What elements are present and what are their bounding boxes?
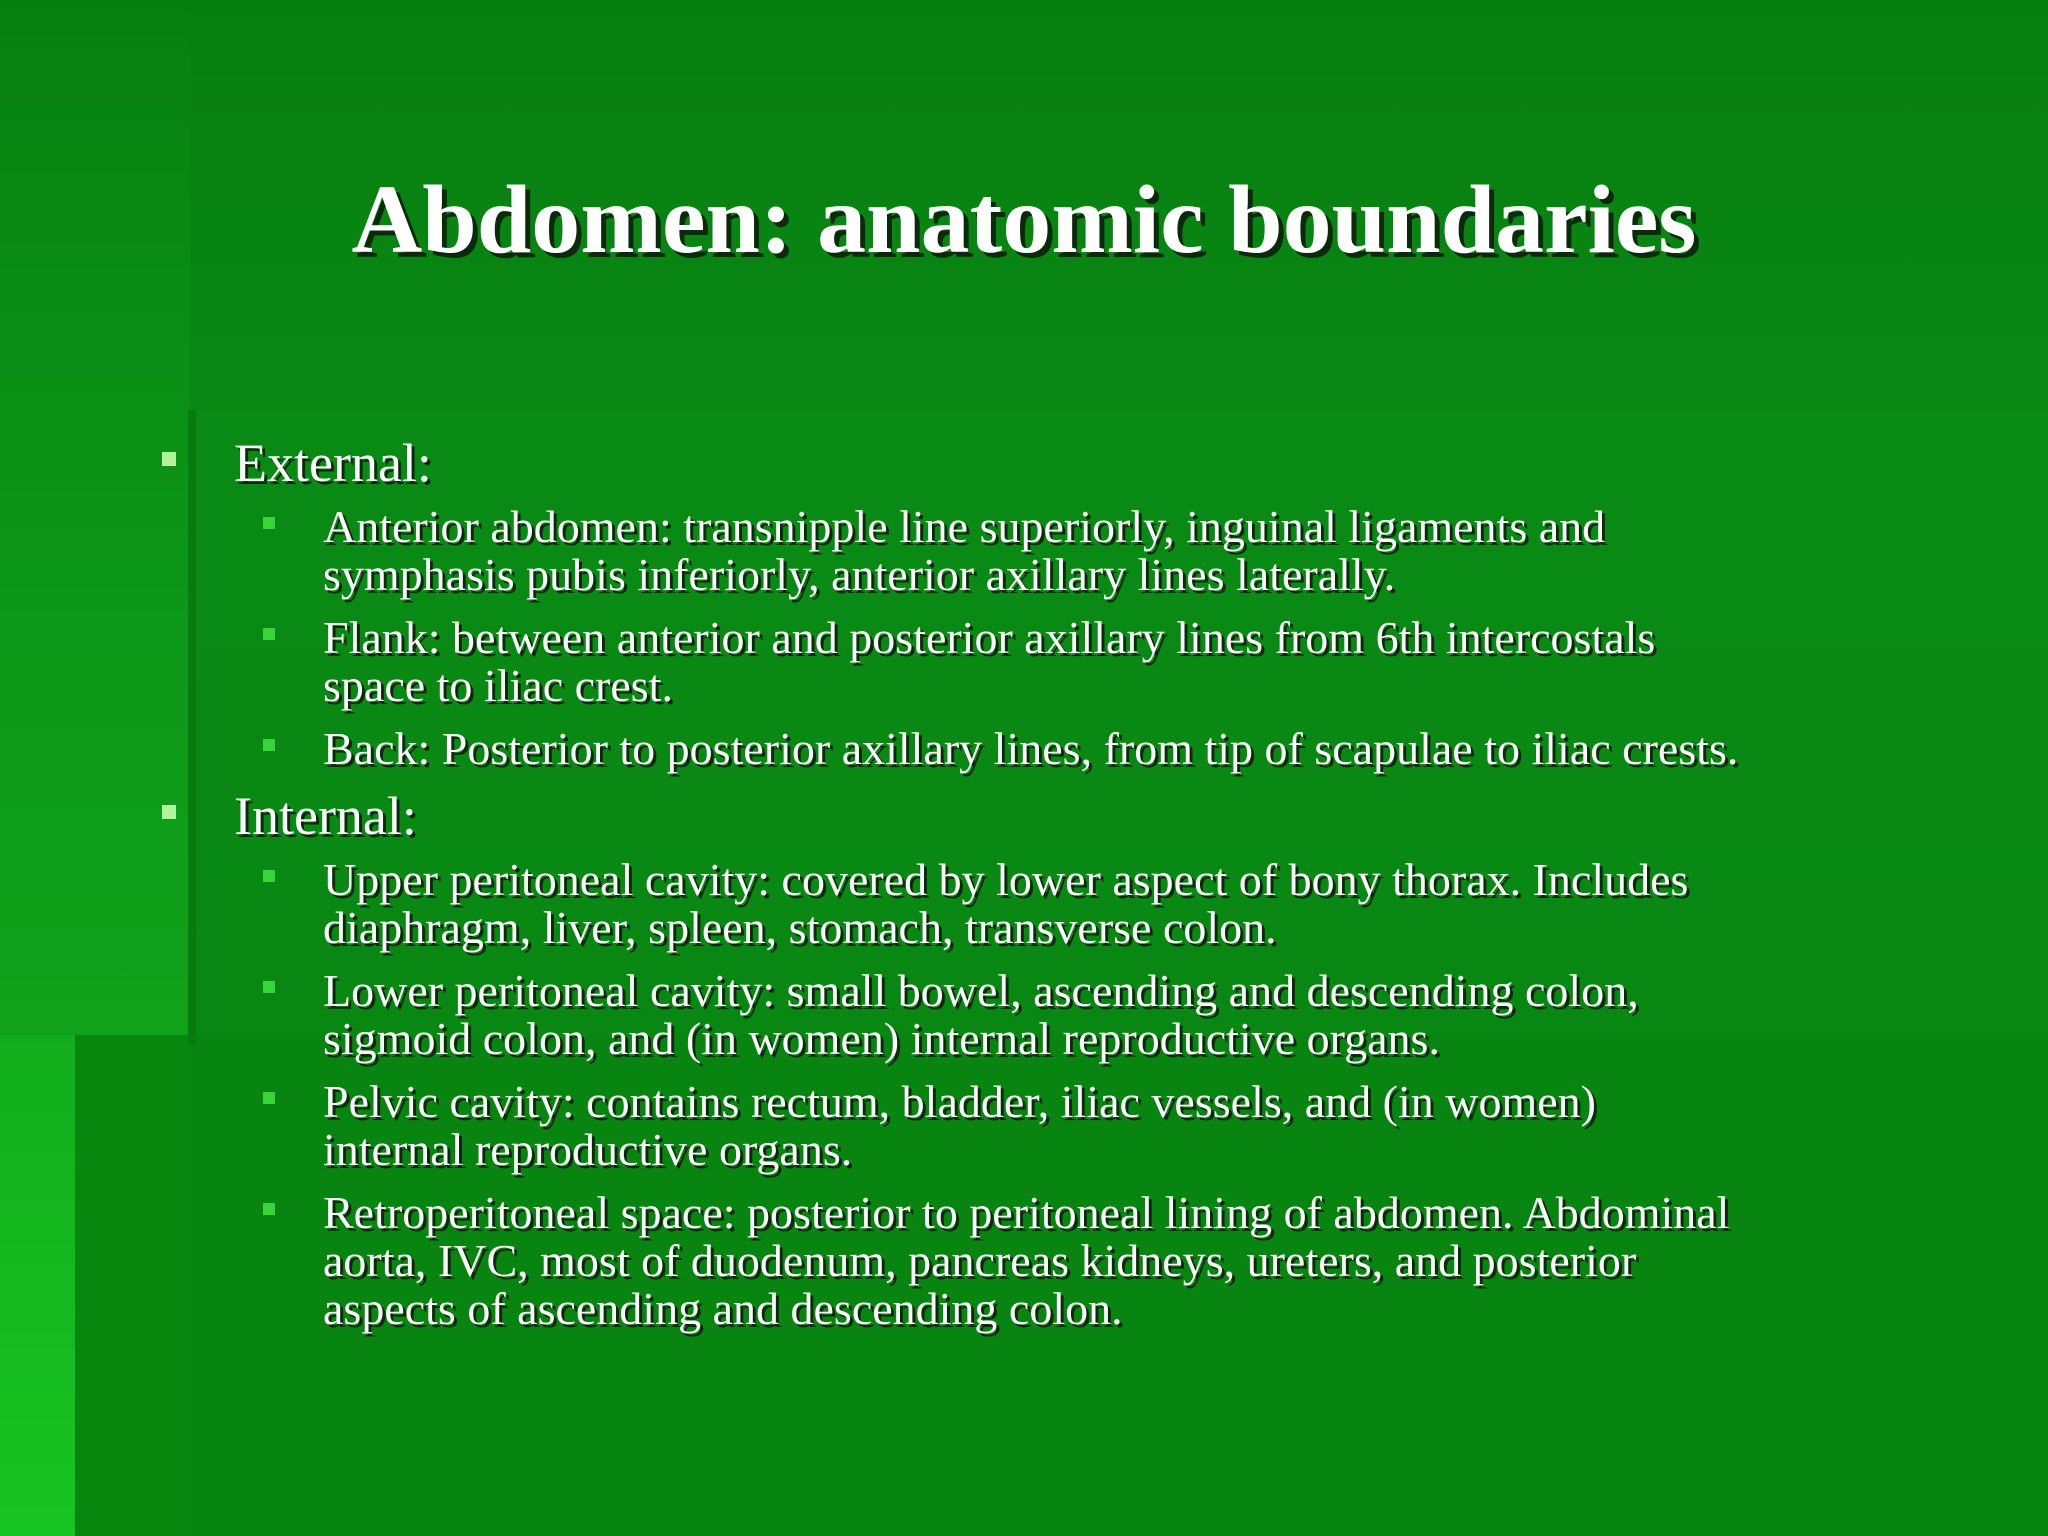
square-bullet-icon (162, 452, 176, 466)
item-line: aspects of ascending and descending colon. (323, 1283, 1123, 1334)
list-item-anterior-abdomen (323, 503, 2023, 599)
list-item-retroperitoneal-space (323, 1189, 2023, 1333)
section-internal (234, 787, 417, 845)
item-line: Flank: between anterior and posterior axillary lines from 6th intercostals (323, 612, 1656, 663)
item-line: sigmoid colon, and (in women) internal reproductive organs. (323, 1013, 1440, 1064)
item-line: symphasis pubis inferiorly, anterior axillary lines laterally. (323, 549, 1396, 600)
square-bullet-icon (263, 981, 275, 993)
slide-title: Abdomen: anatomic boundaries (351, 166, 1697, 274)
item-line: internal reproductive organs. (323, 1124, 853, 1175)
square-bullet-icon (263, 1092, 275, 1104)
square-bullet-icon (263, 870, 275, 882)
item-line: aorta, IVC, most of duodenum, pancreas kidneys, ureters, and posterior (323, 1235, 1637, 1286)
item-line: space to iliac crest. (323, 660, 673, 711)
item-line: Anterior abdomen: transnipple line superiorly, inguinal ligaments and (323, 501, 1606, 552)
square-bullet-icon (162, 805, 176, 819)
list-item-back (323, 725, 2023, 773)
square-bullet-icon (263, 628, 275, 640)
section-label: External: (234, 433, 432, 493)
item-line: Lower peritoneal cavity: small bowel, ascending and descending colon, (323, 965, 1639, 1016)
list-item-upper-peritoneal-cavity (323, 856, 2023, 952)
square-bullet-icon (263, 739, 275, 751)
item-line: diaphragm, liver, spleen, stomach, transverse colon. (323, 902, 1277, 953)
list-item-flank (323, 614, 2023, 710)
item-line: Upper peritoneal cavity: covered by lower aspect of bony thorax. Includes (323, 854, 1689, 905)
list-item-lower-peritoneal-cavity (323, 967, 2023, 1063)
section-label: Internal: (234, 786, 417, 846)
list-item-pelvic-cavity (323, 1078, 2023, 1174)
section-external (234, 434, 432, 492)
item-line: Pelvic cavity: contains rectum, bladder, iliac vessels, and (in women) (323, 1076, 1596, 1127)
square-bullet-icon (263, 517, 275, 529)
item-line: Back: Posterior to posterior axillary lines, from tip of scapulae to iliac crests. (323, 723, 1739, 774)
square-bullet-icon (263, 1203, 275, 1215)
item-line: Retroperitoneal space: posterior to peritoneal lining of abdomen. Abdominal (323, 1187, 1730, 1238)
